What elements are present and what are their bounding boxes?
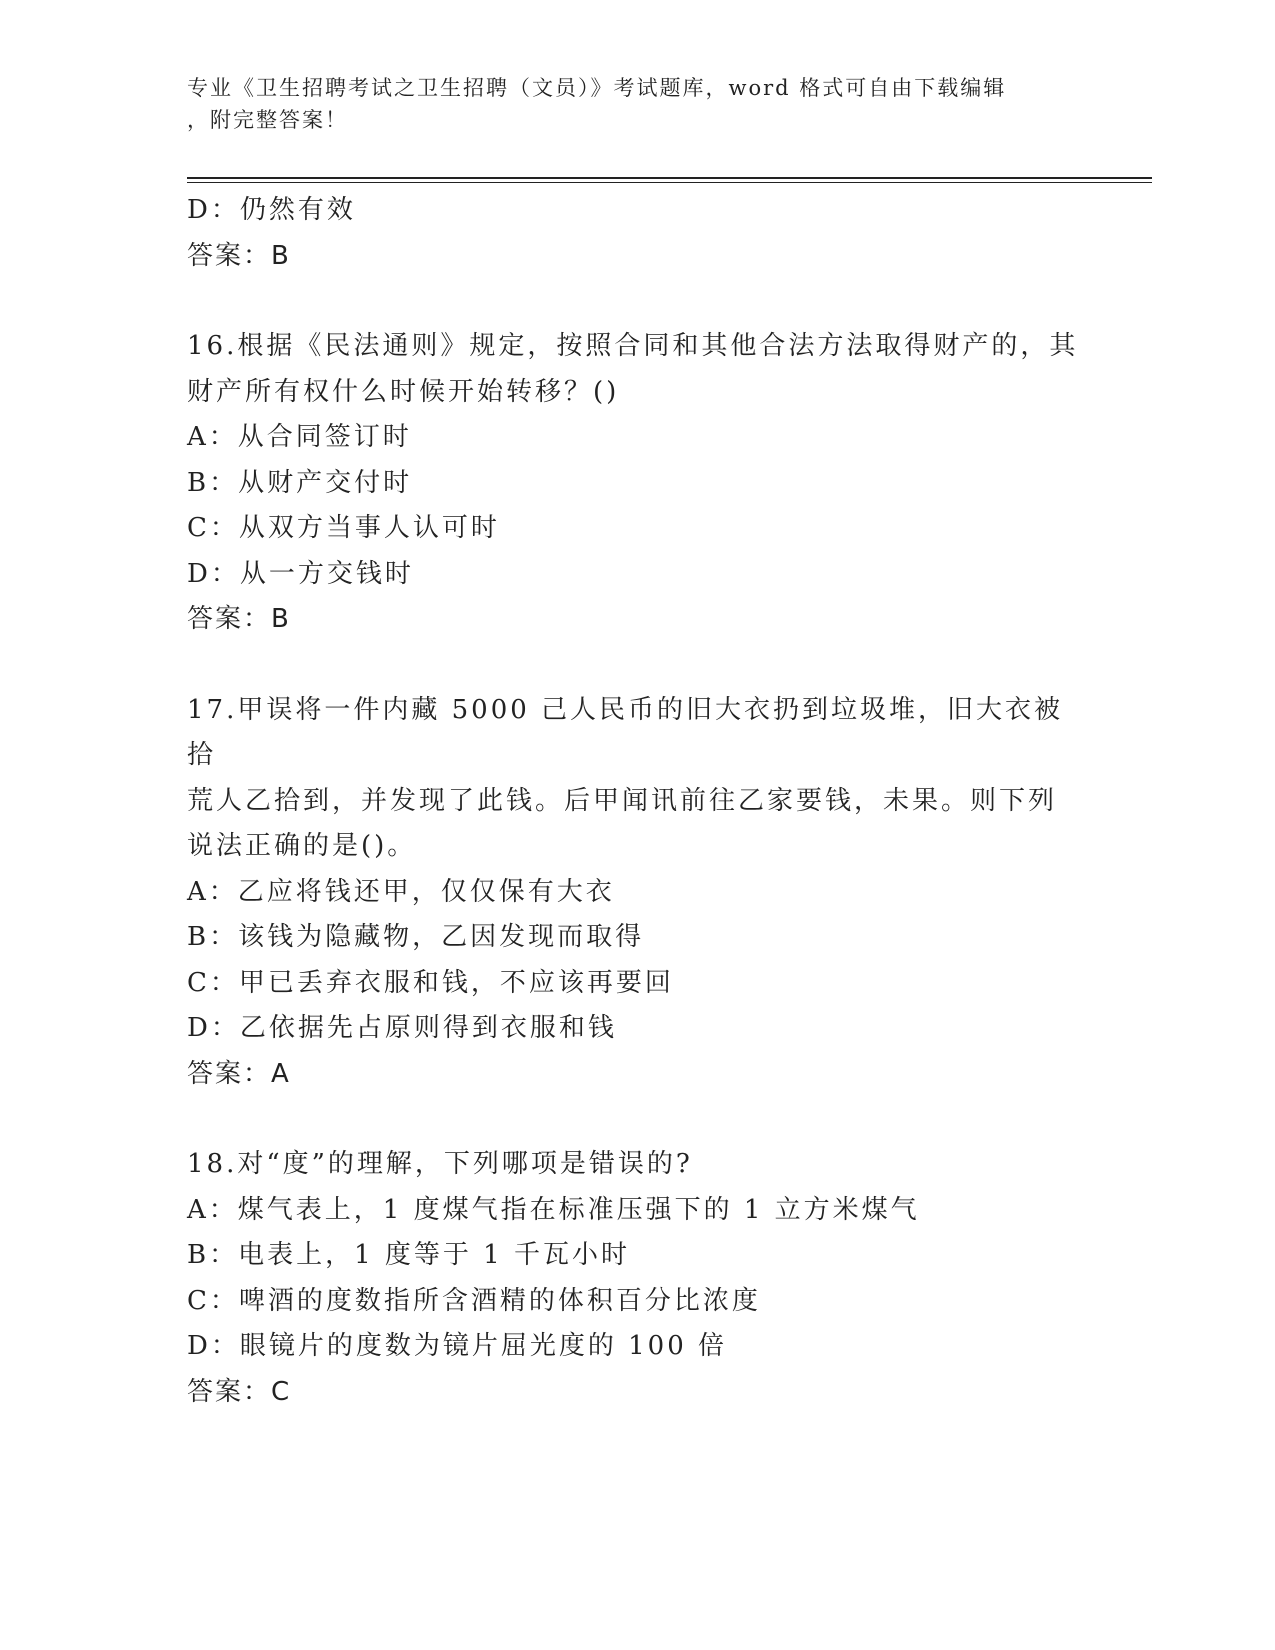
header-line-1: 专业《卫生招聘考试之卫生招聘（文员）》考试题库，word 格式可自由下载编辑 xyxy=(187,76,1007,100)
previous-question-tail xyxy=(187,188,1087,279)
option-a: A：煤气表上，1 度煤气指在标准压强下的 1 立方米煤气 xyxy=(187,1194,920,1225)
option-d: D：乙依据先占原则得到衣服和钱 xyxy=(187,1013,617,1043)
option-d: D：从一方交钱时 xyxy=(187,558,414,589)
option-c: C：甲已丢弃衣服和钱，不应该再要回 xyxy=(187,967,674,998)
option-c: C：啤酒的度数指所含酒精的体积百分比浓度 xyxy=(187,1285,761,1316)
question-content xyxy=(187,188,1087,1415)
document-header xyxy=(187,72,1067,136)
question-stem-line: 18.对“度”的理解，下列哪项是错误的? xyxy=(187,1149,693,1179)
option-d: D：眼镜片的度数为镜片屈光度的 100 倍 xyxy=(187,1331,728,1361)
question-stem-line: 说法正确的是()。 xyxy=(187,831,417,861)
question-17 xyxy=(187,688,1087,1098)
header-divider-thin xyxy=(187,182,1152,183)
question-stem-line: 荒人乙拾到，并发现了此钱。后甲闻讯前往乙家要钱，未果。则下列 xyxy=(187,785,1058,816)
question-stem-line: 16.根据《民法通则》规定，按照合同和其他合法方法取得财产的，其 xyxy=(187,331,1079,361)
question-18 xyxy=(187,1142,1087,1415)
option-b: B：从财产交付时 xyxy=(187,467,413,498)
answer-line: 答案：A xyxy=(187,1058,291,1089)
answer-line: 答案：C xyxy=(187,1376,292,1407)
option-b: B：该钱为隐藏物，乙因发现而取得 xyxy=(187,922,645,952)
option-a: A：从合同签订时 xyxy=(187,422,412,452)
question-16 xyxy=(187,324,1087,643)
answer-line: 答案：B xyxy=(187,240,291,271)
question-stem-line: 财产所有权什么时候开始转移？() xyxy=(187,376,620,407)
header-divider-thick xyxy=(187,177,1152,179)
option-d: D：仍然有效 xyxy=(187,195,356,225)
option-b: B：电表上，1 度等于 1 千瓦小时 xyxy=(187,1240,630,1270)
question-stem-line: 17.甲误将一件内藏 5000 己人民币的旧大衣扔到垃圾堆，旧大衣被拾 xyxy=(187,694,1064,770)
answer-line: 答案：B xyxy=(187,604,291,634)
option-a: A：乙应将钱还甲，仅仅保有大衣 xyxy=(187,876,615,907)
header-line-2: ，附完整答案！ xyxy=(187,108,348,132)
option-c: C：从双方当事人认可时 xyxy=(187,513,500,543)
